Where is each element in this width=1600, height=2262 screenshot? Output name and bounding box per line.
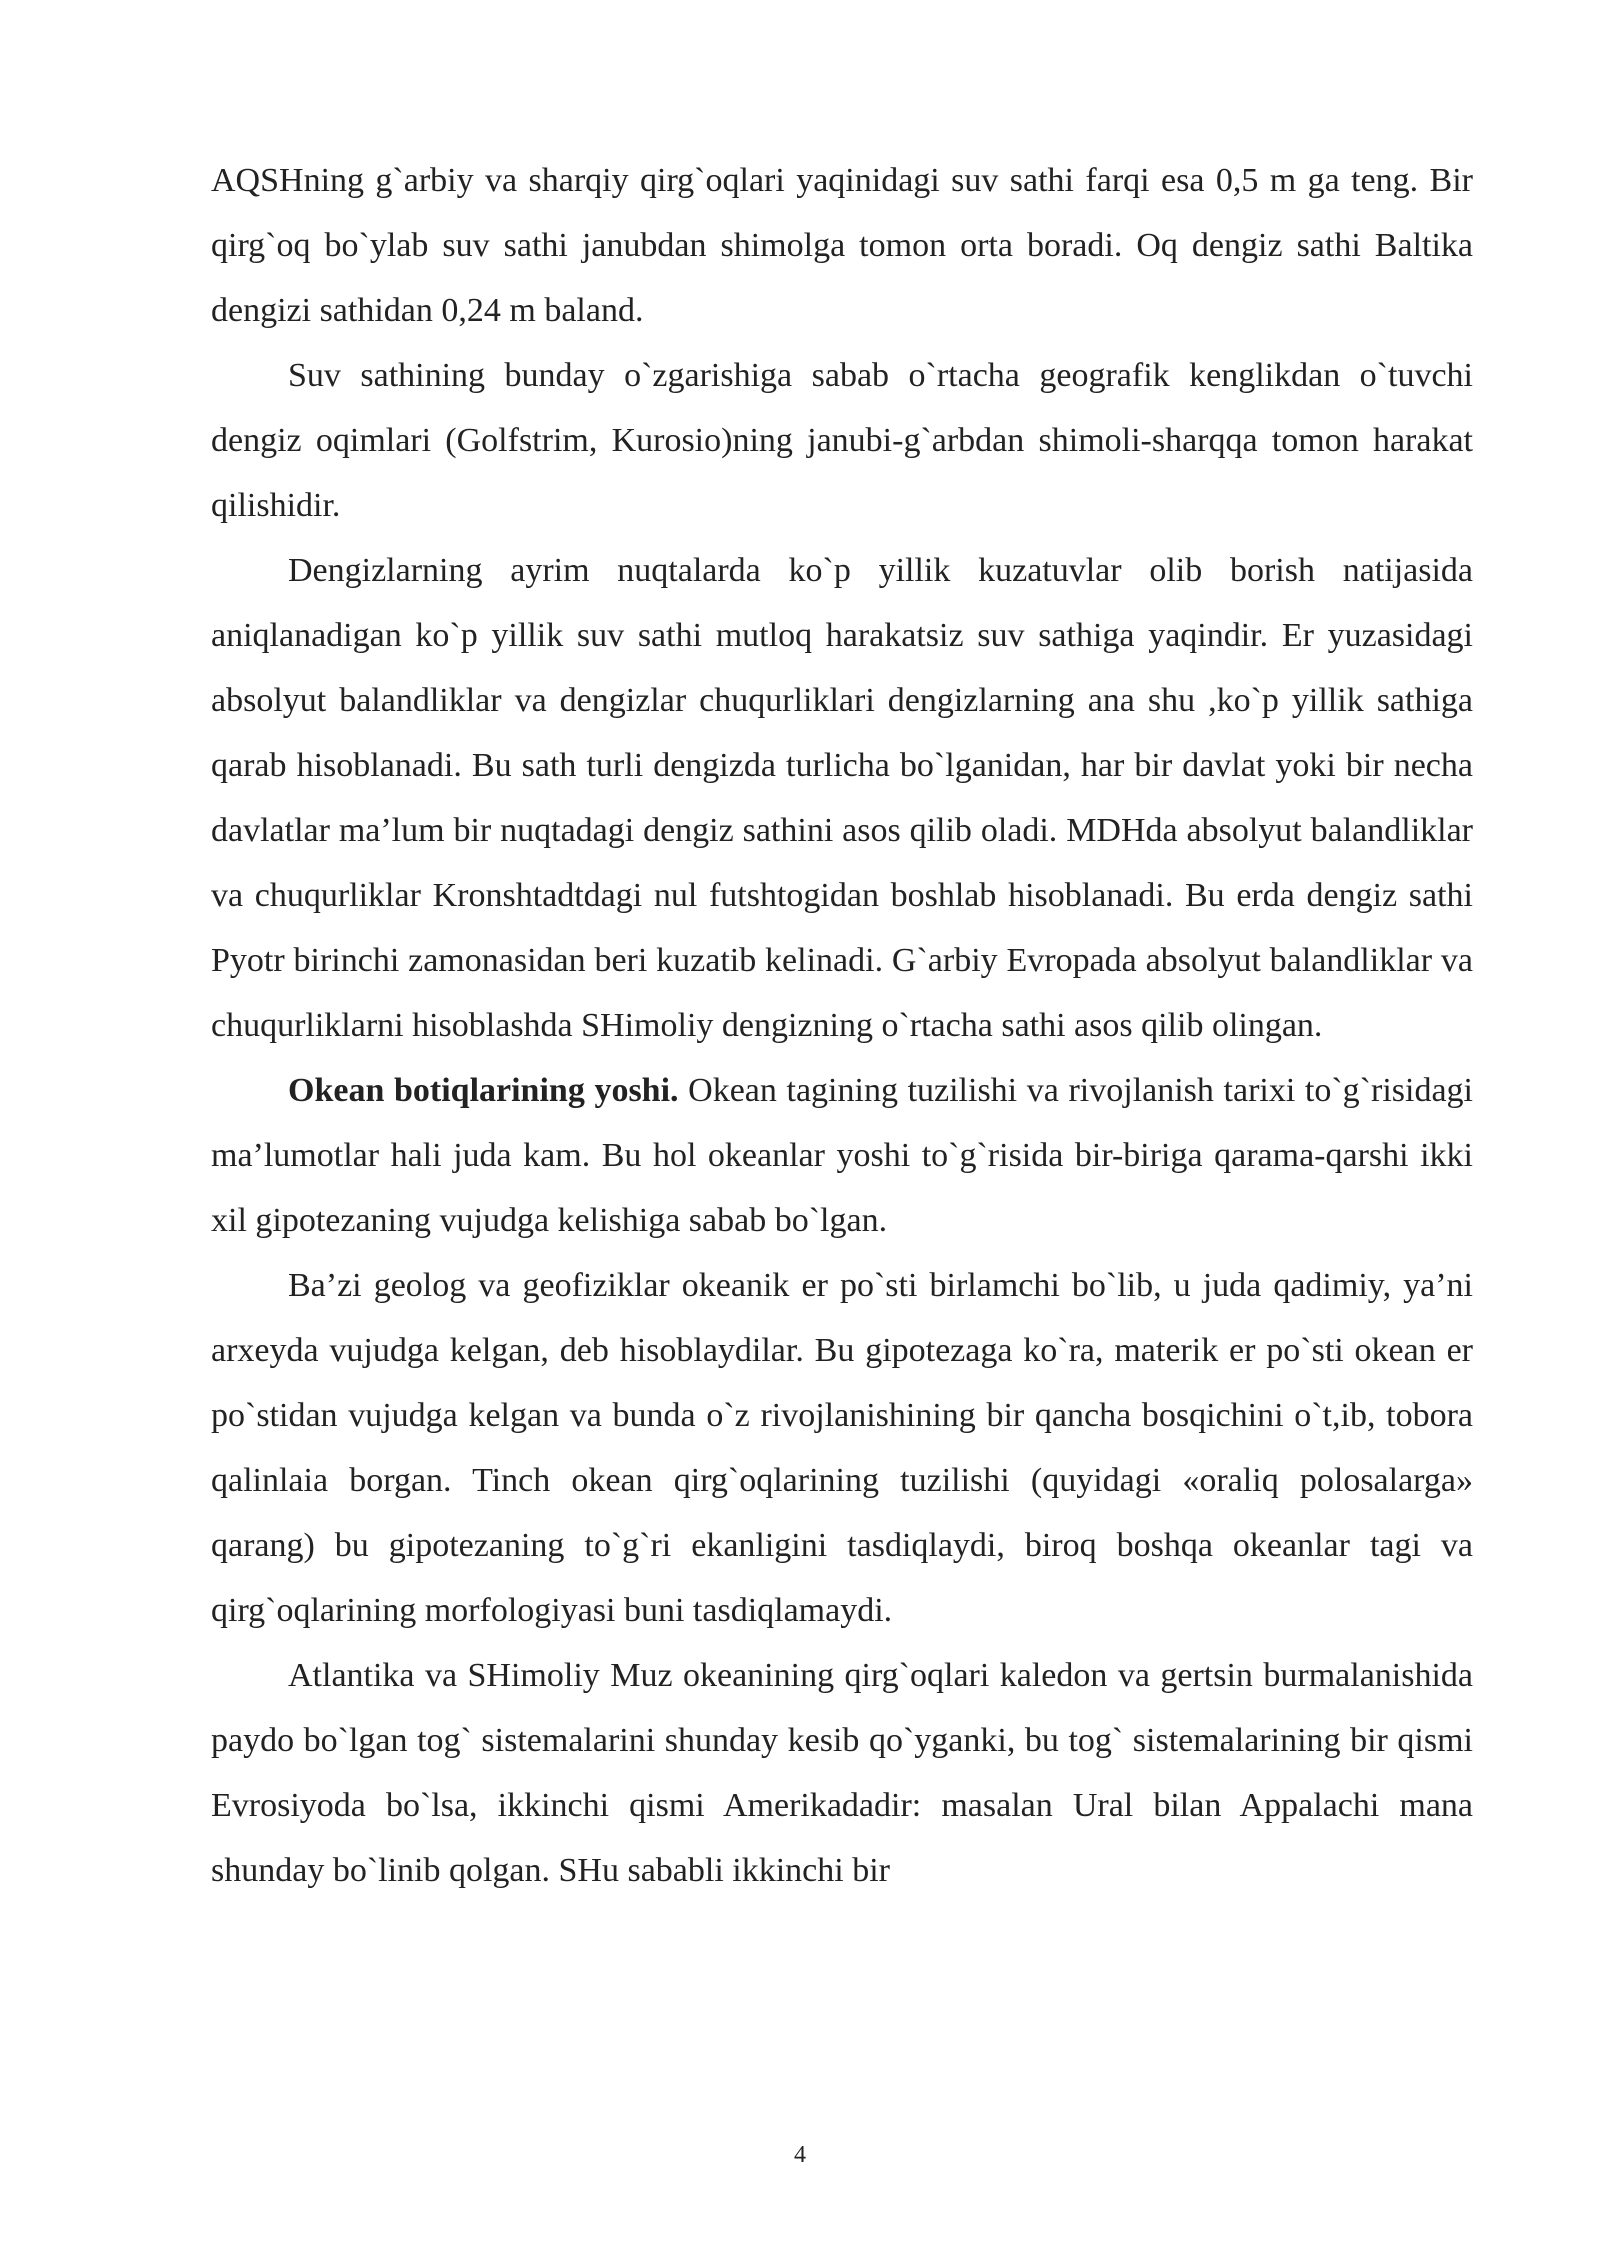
paragraph-2: Suv sathining bunday o`zgarishiga sabab o`rtacha geografik kenglikdan o`tuvchi dengiz oqimlari (Golfstrim, Kurosio)ning janubi-g`arbdan shimoli-sharqqa tomon harakat qilishidir.: [211, 357, 1473, 524]
paragraph-3: Dengizlarning ayrim nuqtalarda ko`p yillik kuzatuvlar olib borish natijasida aniqlanadigan ko`p yillik suv sathi mutloq harakatsiz suv sathiga yaqindir. Er yuzasidagi absolyut balandliklar va dengizlar chuqurliklari dengizlarning ana shu ,ko`p yillik sathiga qarab hisoblanadi. Bu sath turli dengizda turlicha bo`lganidan, har bir davlat yoki bir necha davlatlar ma’lum bir nuqtadagi dengiz sathini asos qilib oladi. MDHda absolyut balandliklar va chuqurliklar Kronshtadtdagi nul futshtogidan boshlab hisoblanadi. Bu erda dengiz sathi Pyotr birinchi zamonasidan beri kuzatib kelinadi. G`arbiy Evropada absolyut balandliklar va chuqurliklarni hisoblashda SHimoliy dengizning o`rtacha sathi asos qilib olingan.: [211, 552, 1473, 1044]
paragraph-6: Atlantika va SHimoliy Muz okeanining qirg`oqlari kaledon va gertsin burmalanishida paydo bo`lgan tog` sistemalarini shunday kesib qo`yganki, bu tog` sistemalarining bir qismi Evrosiyoda bo`lsa, ikkinchi qismi Amerikadadir: masalan Ural bilan Appalachi mana shunday bo`linib qolgan. SHu sababli ikkinchi bir: [211, 1657, 1473, 1889]
paragraph-5: Ba’zi geolog va geofiziklar okeanik er po`sti birlamchi bo`lib, u juda qadimiy, ya’ni arxeyda vujudga kelgan, deb hisoblaydilar. Bu gipotezaga ko`ra, materik er po`sti okean er po`stidan vujudga kelgan va bunda o`z rivojlanishining bir qancha bosqichini o`t,ib, tobora qalinlaia borgan. Tinch okean qirg`oqlarining tuzilishi (quyidagi «oraliq polosalarga» qarang) bu gipotezaning to`g`ri ekanligini tasdiqlaydi, biroq boshqa okeanlar tagi va qirg`oqlarining morfologiyasi buni tasdiqlamaydi.: [211, 1267, 1473, 1629]
paragraph-1: AQSHning g`arbiy va sharqiy qirg`oqlari yaqinidagi suv sathi farqi esa 0,5 m ga teng. Bir qirg`oq bo`ylab suv sathi janubdan shimolga tomon orta boradi. Oq dengiz sathi Baltika dengizi sathidan 0,24 m baland.: [211, 162, 1473, 329]
paragraph-4-text: Okean tagining tuzilishi va rivojlanish tarixi to`g`risidagi ma’lumotlar hali juda kam. Bu hol okeanlar yoshi to`g`risida bir-biriga qarama-qarshi ikki xil gipotezaning vujudga kelishiga sabab bo`lgan.: [211, 1072, 1473, 1239]
section-heading: Okean botiqlarining yoshi.: [288, 1072, 679, 1109]
paragraph-4: [211, 1058, 1473, 1253]
body-text: [211, 148, 1473, 1903]
page-number: 4: [794, 2142, 806, 2168]
